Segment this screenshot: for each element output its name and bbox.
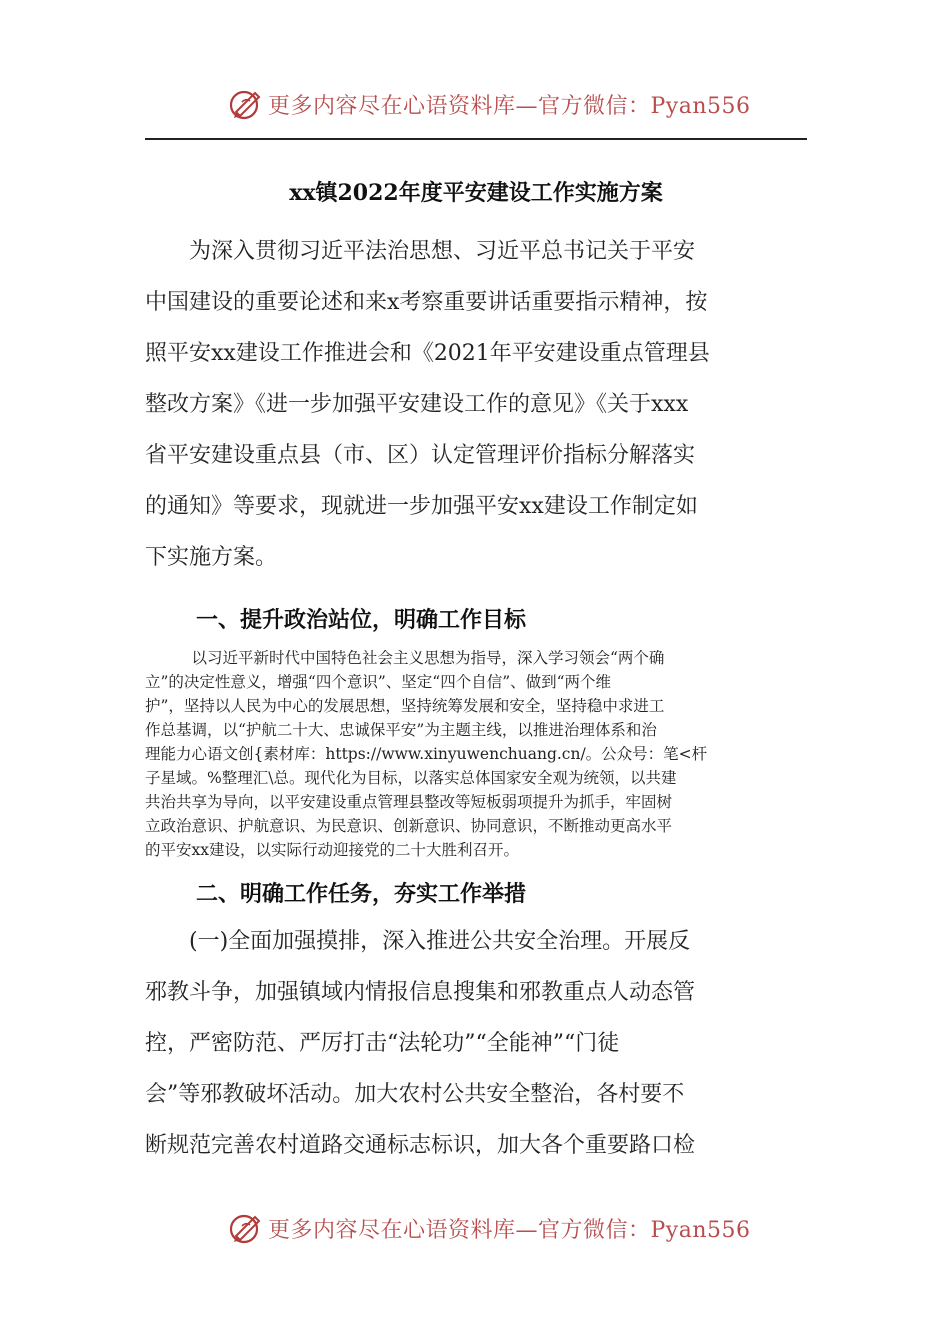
text-line: 共治共享为导向，以平安建设重点管理县整改等短板弱项提升为抓手，牢固树 [145, 793, 673, 811]
section-heading-2: 二、明确工作任务，夯实工作举措 [196, 882, 527, 907]
text-line: 理能力心语文创{素材库：https://www.xinyuwenchuang.cn/。公众号：笔<杆 [145, 745, 708, 763]
text-line: 立政治意识、护航意识、为民意识、创新意识、协同意识，不断推动更高水平 [145, 817, 673, 835]
text-line: 控，严密防范、严厉打击“法轮功”“全能神”“门徒 [145, 1031, 620, 1056]
text-line: 会”等邪教破坏活动。加大农村公共安全整治，各村要不 [145, 1082, 685, 1107]
watermark-footer [228, 1208, 751, 1248]
section-2-paragraph [145, 916, 807, 1171]
text-line: 以习近平新时代中国特色社会主义思想为指导，深入学习领会“两个确 [145, 649, 665, 667]
text-line: 照平安xx建设工作推进会和《2021年平安建设重点管理县 [145, 341, 710, 366]
text-line: 立”的决定性意义，增强“四个意识”、坚定“四个自信”、做到“两个维 [145, 673, 612, 691]
header-divider [145, 138, 807, 140]
text-line: 的通知》等要求，现就进一步加强平安xx建设工作制定如 [145, 494, 698, 519]
pen-logo-icon [228, 1210, 264, 1246]
text-line: 邪教斗争，加强镇域内情报信息搜集和邪教重点人动态管 [145, 980, 696, 1005]
text-line: 断规范完善农村道路交通标志标识，加大各个重要路口检 [145, 1133, 696, 1158]
text-line: 中国建设的重要论述和来x考察重要讲话重要指示精神，按 [145, 290, 708, 315]
watermark-text: 更多内容尽在心语资料库—官方微信：Pyan556 [268, 1217, 751, 1243]
text-line: 子星域。%整理汇\总。现代化为目标，以落实总体国家安全观为统领，以共建 [145, 769, 677, 787]
text-line: (一)全面加强摸排，深入推进公共安全治理。开展反 [145, 929, 691, 954]
watermark-header [228, 84, 751, 124]
text-line: 整改方案》《进一步加强平安建设工作的意见》《关于xxx [145, 392, 689, 417]
text-line: 作总基调，以“护航二十大、忠诚保平安”为主题主线，以推进治理体系和治 [145, 721, 657, 739]
text-line: 下实施方案。 [145, 545, 278, 570]
section-1-paragraph [145, 646, 807, 862]
document-title: xx镇2022年度平安建设工作实施方案 [289, 180, 663, 206]
text-line: 省平安建设重点县（市、区）认定管理评价指标分解落实 [145, 443, 696, 468]
text-line: 为深入贯彻习近平法治思想、习近平总书记关于平安 [145, 239, 696, 264]
intro-paragraph [145, 226, 807, 583]
watermark-text: 更多内容尽在心语资料库—官方微信：Pyan556 [268, 93, 751, 119]
text-line: 的平安xx建设，以实际行动迎接党的二十大胜利召开。 [145, 841, 519, 859]
pen-logo-icon [228, 86, 264, 122]
text-line: 护”，坚持以人民为中心的发展思想，坚持统筹发展和安全，坚持稳中求进工 [145, 697, 665, 715]
section-heading-1: 一、提升政治站位，明确工作目标 [196, 608, 527, 633]
